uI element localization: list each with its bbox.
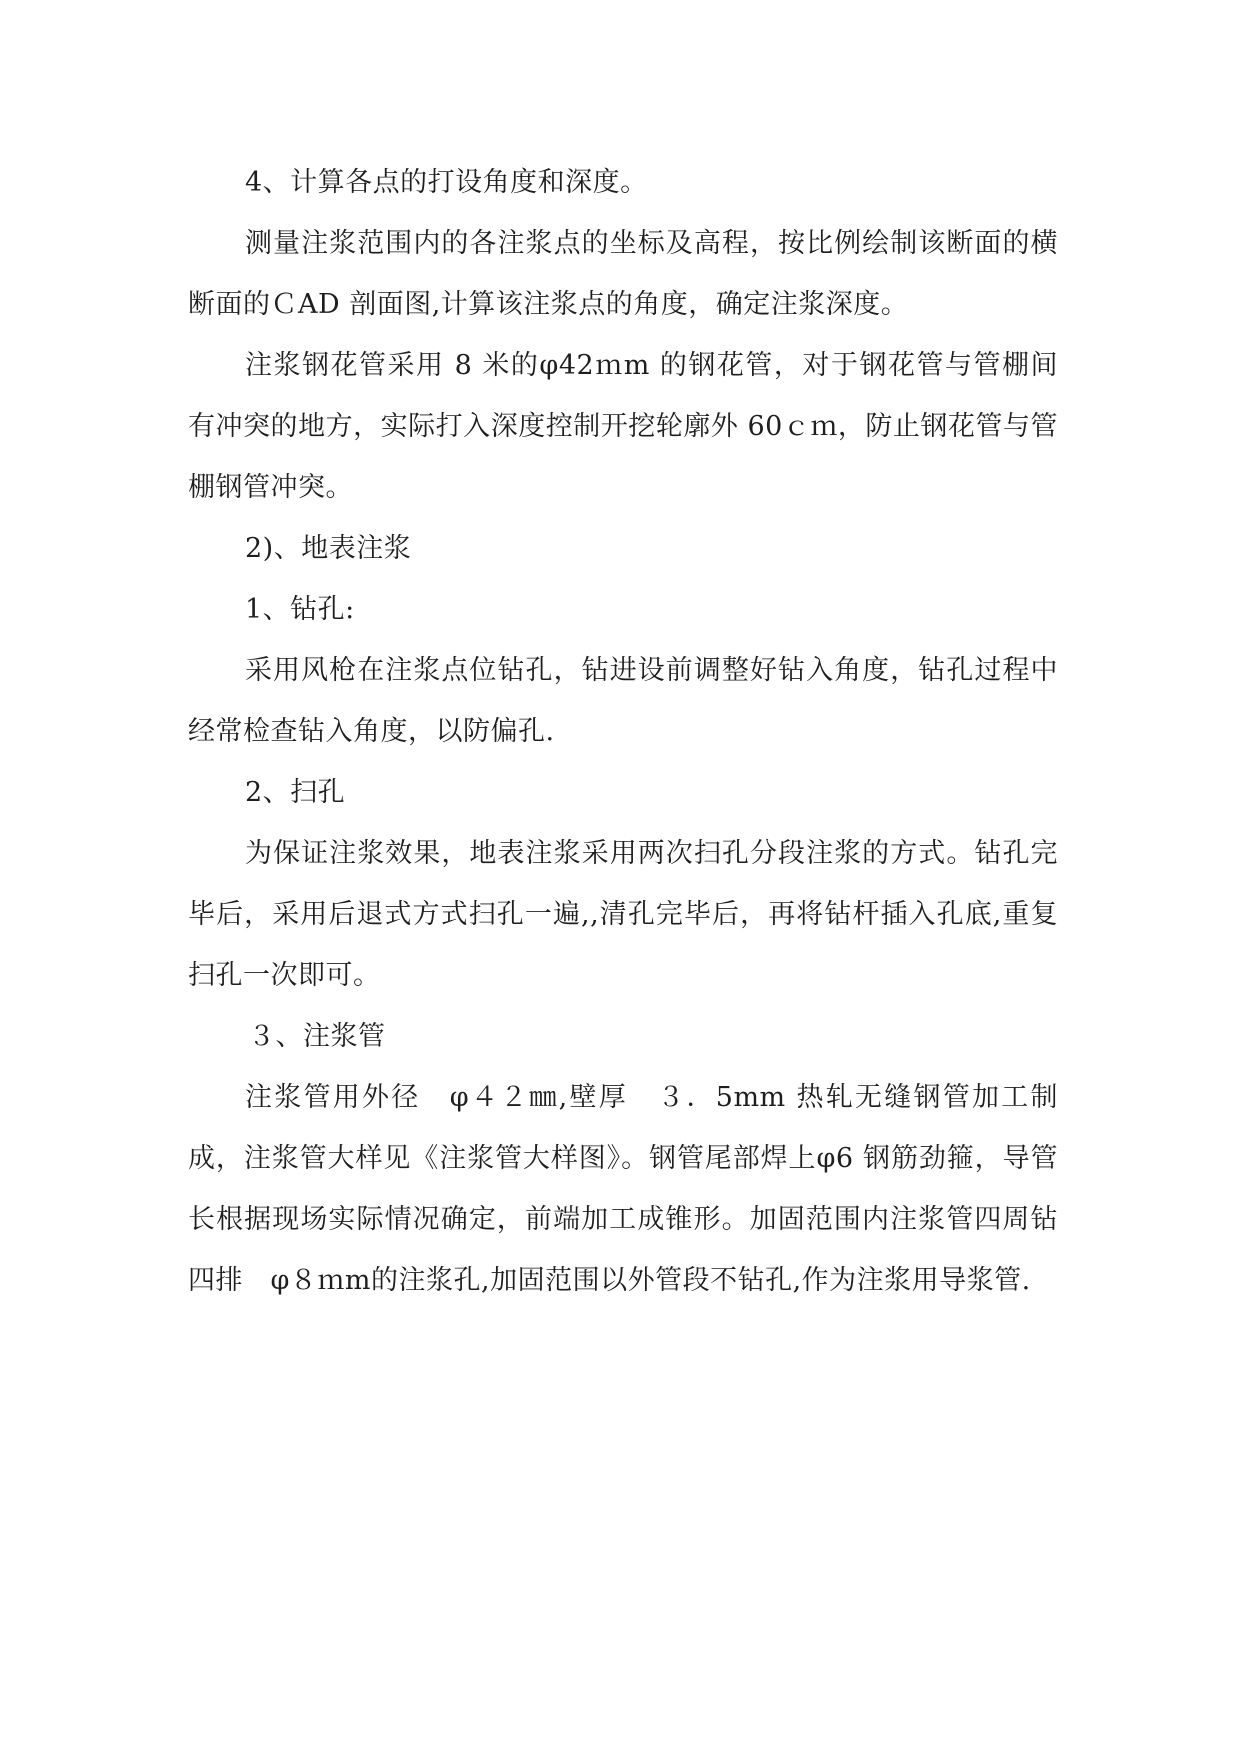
section-heading-surface-grouting: 2)、地表注浆 xyxy=(245,533,412,564)
paragraph-measure-points: 测量注浆范围内的各注浆点的坐标及高程，按比例绘制该断面的横断面的ＣAD 剖面图,计算该注浆点的角度，确定注浆深度。 xyxy=(188,228,1058,320)
paragraph-drilling: 采用风枪在注浆点位钻孔，钻进设前调整好钻入角度，钻孔过程中经常检查钻入角度，以防偏孔. xyxy=(188,655,1058,747)
paragraph-hole-sweeping: 为保证注浆效果，地表注浆采用两次扫孔分段注浆的方式。钻孔完毕后，采用后退式方式扫孔一遍,,清孔完毕后，再将钻杆插入孔底,重复扫孔一次即可。 xyxy=(188,838,1058,991)
paragraph-steel-flower-pipe: 注浆钢花管采用 8 米的φ42ｍm 的钢花管，对于钢花管与管棚间有冲突的地方，实际打入深度控制开挖轮廓外 60ｃｍ，防止钢花管与管棚钢管冲突。 xyxy=(188,350,1058,503)
document-body xyxy=(188,152,1058,1311)
step-heading-calc-angle-depth: 4、计算各点的打设角度和深度。 xyxy=(245,167,648,198)
step-heading-drilling: 1、钻孔: xyxy=(245,594,355,625)
paragraph-grouting-pipe: 注浆管用外径 φ４２㎜,壁厚 ３．5mm 热轧无缝钢管加工制成，注浆管大样见《注浆管大样图》。钢管尾部焊上φ6 钢筋劲箍，导管长根据现场实际情况确定，前端加工成锥形。加固范围内注浆管四周钻四排 φ８ｍm的注浆孔,加固范围以外管段不钻孔,作为注浆用导浆管. xyxy=(188,1082,1058,1296)
step-heading-hole-sweeping: 2、扫孔 xyxy=(245,777,346,808)
step-heading-grouting-pipe: ３、注浆管 xyxy=(248,1021,386,1052)
